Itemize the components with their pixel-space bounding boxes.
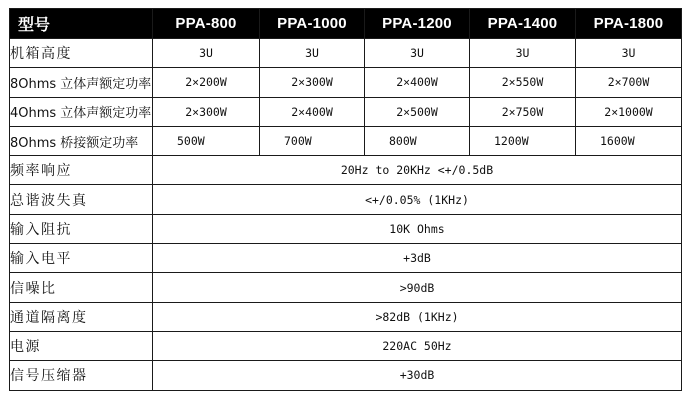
cell-value: 3U <box>365 39 470 68</box>
model-ppa-1800: PPA-1800 <box>576 9 682 39</box>
table-row <box>10 302 682 331</box>
merged-value: 20Hz to 20KHz <+/0.5dB <box>153 156 682 185</box>
table-row <box>10 156 682 185</box>
cell-value: 2×750W <box>470 97 576 126</box>
spec-sheet <box>9 8 681 391</box>
merged-value: >82dB (1KHz) <box>153 302 682 331</box>
model-ppa-1200: PPA-1200 <box>365 9 470 39</box>
row-label: 输入阻抗 <box>10 214 153 243</box>
model-ppa-1000: PPA-1000 <box>260 9 365 39</box>
table-row <box>10 68 682 97</box>
model-ppa-1400: PPA-1400 <box>470 9 576 39</box>
table-row <box>10 126 682 155</box>
row-label: 8Ohms 立体声额定功率 <box>10 68 153 97</box>
cell-value: 3U <box>260 39 365 68</box>
cell-value: 1200W <box>470 126 576 155</box>
table-row <box>10 361 682 390</box>
table-row <box>10 214 682 243</box>
header-row <box>10 9 682 39</box>
cell-value: 1600W <box>576 126 682 155</box>
spec-table <box>9 8 682 391</box>
row-label: 8Ohms 桥接额定功率 <box>10 126 153 155</box>
row-label: 输入电平 <box>10 244 153 273</box>
cell-value: 3U <box>470 39 576 68</box>
model-ppa-800: PPA-800 <box>153 9 260 39</box>
cell-value: 2×300W <box>153 97 260 126</box>
cell-value: 2×300W <box>260 68 365 97</box>
cell-value: 2×700W <box>576 68 682 97</box>
merged-value: 220AC 50Hz <box>153 331 682 360</box>
table-row <box>10 273 682 302</box>
cell-value: 3U <box>576 39 682 68</box>
cell-value: 2×550W <box>470 68 576 97</box>
merged-value: <+/0.05% (1KHz) <box>153 185 682 214</box>
merged-value: +3dB <box>153 244 682 273</box>
table-row <box>10 97 682 126</box>
cell-value: 700W <box>260 126 365 155</box>
merged-value: +30dB <box>153 361 682 390</box>
cell-value: 2×400W <box>365 68 470 97</box>
merged-value: >90dB <box>153 273 682 302</box>
cell-value: 2×400W <box>260 97 365 126</box>
cell-value: 500W <box>153 126 260 155</box>
table-row <box>10 244 682 273</box>
table-row <box>10 331 682 360</box>
cell-value: 3U <box>153 39 260 68</box>
merged-value: 10K Ohms <box>153 214 682 243</box>
row-label: 总谐波失真 <box>10 185 153 214</box>
table-row <box>10 185 682 214</box>
row-label: 通道隔离度 <box>10 302 153 331</box>
table-row <box>10 39 682 68</box>
row-label: 4Ohms 立体声额定功率 <box>10 97 153 126</box>
cell-value: 2×500W <box>365 97 470 126</box>
row-label: 机箱高度 <box>10 39 153 68</box>
model-header-label: 型号 <box>10 9 153 39</box>
row-label: 信号压缩器 <box>10 361 153 390</box>
row-label: 频率响应 <box>10 156 153 185</box>
row-label: 电源 <box>10 331 153 360</box>
cell-value: 2×200W <box>153 68 260 97</box>
row-label: 信噪比 <box>10 273 153 302</box>
cell-value: 2×1000W <box>576 97 682 126</box>
cell-value: 800W <box>365 126 470 155</box>
